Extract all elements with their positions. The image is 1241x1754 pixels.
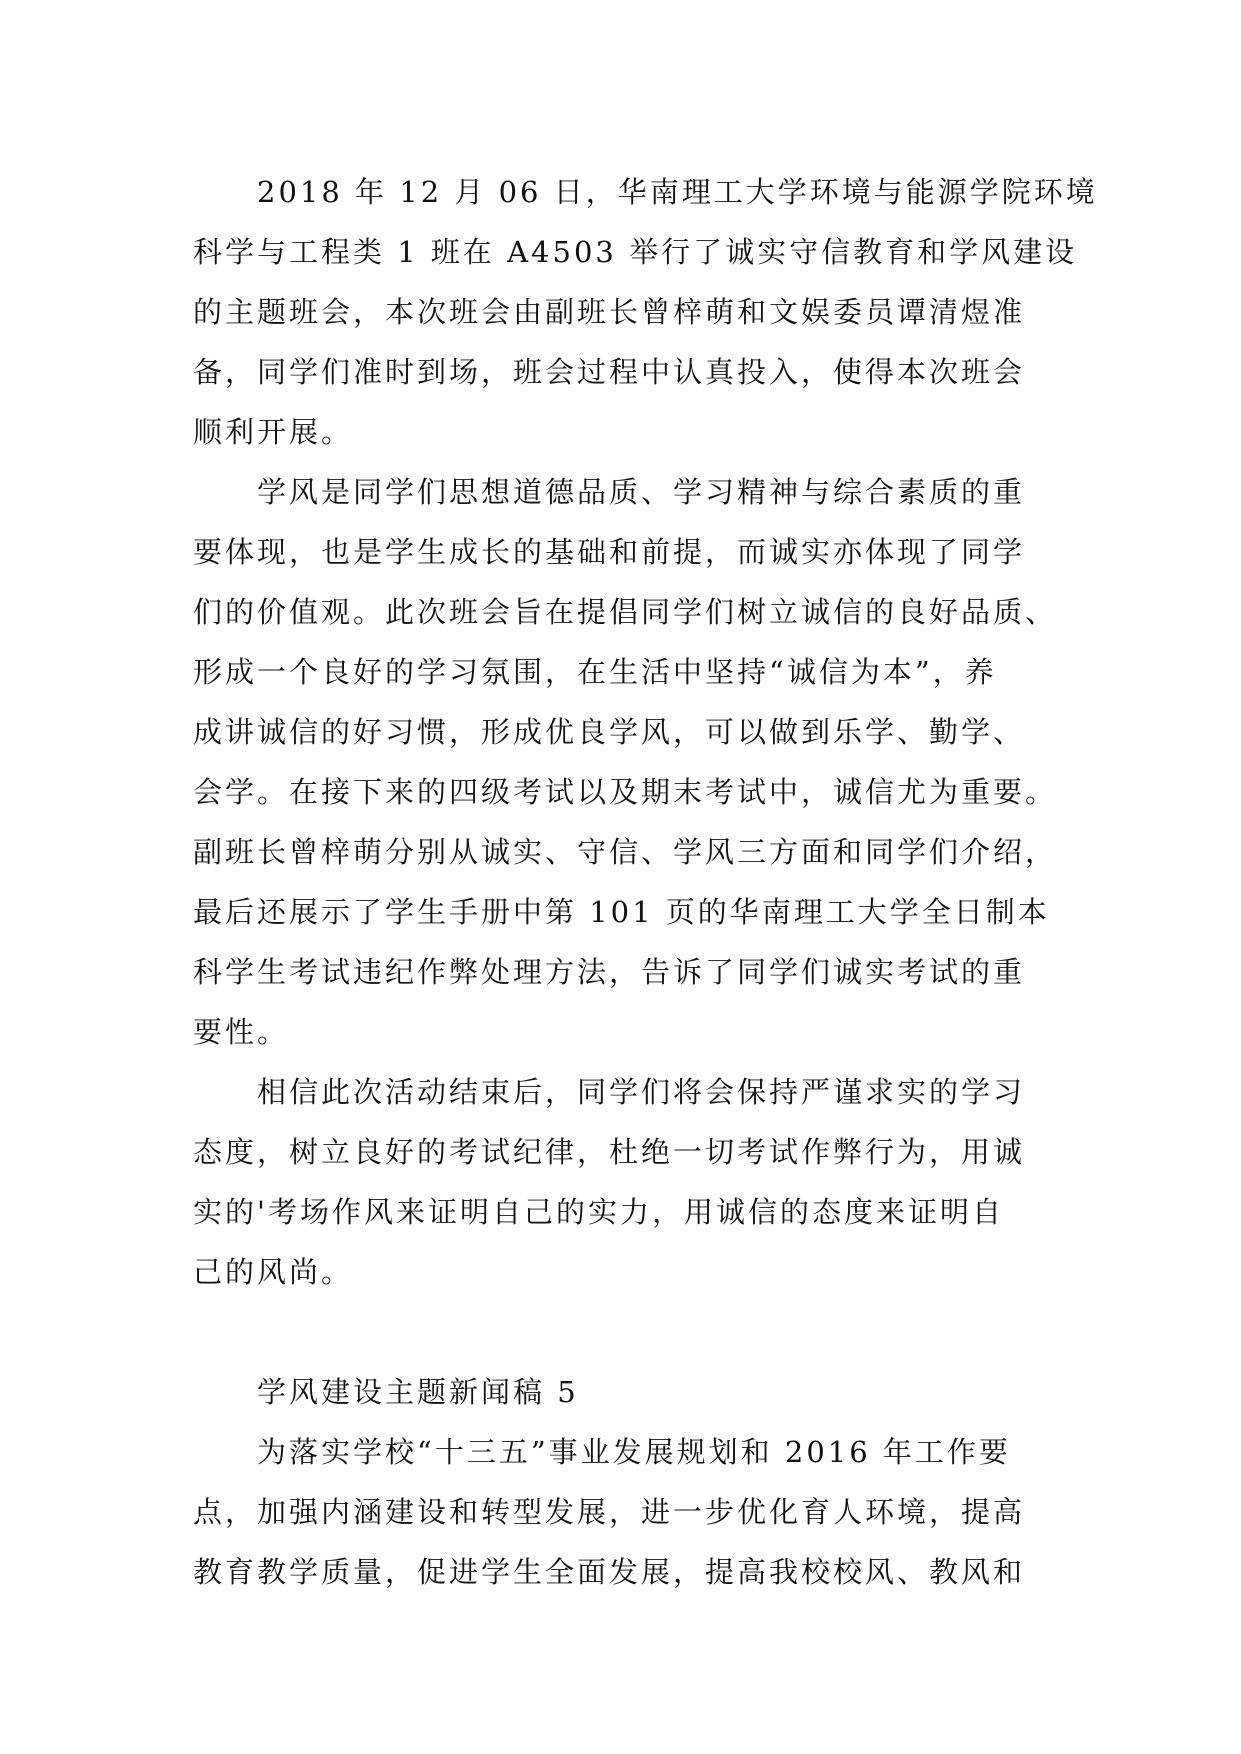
text-line: 要体现，也是学生成长的基础和前提，而诚实亦体现了同学 [193, 535, 1026, 569]
text-line: 态度，树立良好的考试纪律，杜绝一切考试作弊行为，用诚 [193, 1135, 1026, 1169]
text-line: 副班长曾梓萌分别从诚实、守信、学风三方面和同学们介绍， [193, 835, 1058, 869]
paragraph-1 [193, 162, 1098, 462]
document-body [193, 162, 1098, 1602]
paragraph-3 [193, 1062, 1053, 1302]
text-line: 为落实学校“十三五”事业发展规划和 2016 年工作要 [257, 1435, 1011, 1469]
text-line: 们的价值观。此次班会旨在提倡同学们树立诚信的良好品质、 [193, 595, 1058, 629]
text-line: 要性。 [193, 1015, 290, 1049]
text-line: 实的'考场作风来证明自己的实力，用诚信的态度来证明自 [193, 1195, 1004, 1229]
paragraph-2 [193, 462, 1058, 1062]
text-line: 最后还展示了学生手册中第 101 页的华南理工大学全日制本 [193, 895, 1050, 929]
text-line: 会学。在接下来的四级考试以及期末考试中，诚信尤为重要。 [193, 775, 1058, 809]
text-line: 学风是同学们思想道德品质、学习精神与综合素质的重 [257, 475, 1026, 509]
text-line: 教育教学质量，促进学生全面发展，提高我校校风、教风和 [193, 1555, 1026, 1589]
text-line: 相信此次活动结束后，同学们将会保持严谨求实的学习 [257, 1075, 1026, 1109]
text-line: 顺利开展。 [193, 415, 354, 449]
text-line: 2018 年 12 月 06 日，华南理工大学环境与能源学院环境 [257, 175, 1098, 209]
text-line: 形成一个良好的学习氛围，在生活中坚持“诚信为本”，养 [193, 655, 997, 689]
text-line: 科学生考试违纪作弊处理方法，告诉了同学们诚实考试的重 [193, 955, 1026, 989]
section-title: 学风建设主题新闻稿 5 [257, 1375, 579, 1409]
paragraph-4 [193, 1422, 1053, 1602]
text-line: 的主题班会，本次班会由副班长曾梓萌和文娱委员谭清煜准 [193, 295, 1026, 329]
text-line: 点，加强内涵建设和转型发展，进一步优化育人环境，提高 [193, 1495, 1026, 1529]
text-line: 己的风尚。 [193, 1255, 354, 1289]
blank-gap [193, 1302, 1053, 1362]
text-line: 成讲诚信的好习惯，形成优良学风，可以做到乐学、勤学、 [193, 715, 1026, 749]
text-line: 备，同学们准时到场，班会过程中认真投入，使得本次班会 [193, 355, 1026, 389]
text-line: 科学与工程类 1 班在 A4503 举行了诚实守信教育和学风建设 [193, 235, 1078, 269]
